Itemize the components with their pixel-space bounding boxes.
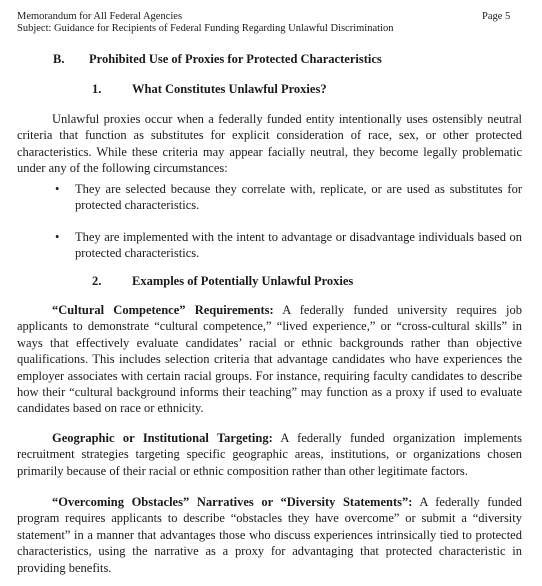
example-paragraph (17, 494, 522, 576)
bullet-text: They are selected because they correlate with, replicate, or are used as substitutes for protected characteristics. (75, 182, 522, 213)
example-lead: “Overcoming Obstacles” Narratives or “Diversity Statements”: (52, 495, 413, 509)
example-body: A federally funded program requires applicants to describe “obstacles they have overcome” or submit a “diversity statement” in a manner that advantages those who discuss experiences intrinsically tied to protected characteristics, using the narrative as a proxy for advantaging that protected characteristic in providing benefits. (17, 495, 522, 575)
section-title: Prohibited Use of Proxies for Protected Characteristics (89, 52, 382, 66)
example-lead: Geographic or Institutional Targeting: (52, 431, 273, 445)
bullet-icon: • (55, 182, 60, 196)
example-lead: “Cultural Competence” Requirements: (52, 303, 274, 317)
subsection-1-title: What Constitutes Unlawful Proxies? (132, 82, 327, 96)
bullet-text: They are implemented with the intent to advantage or disadvantage individuals based on protected characteristics. (75, 230, 522, 261)
example-paragraph (17, 302, 522, 417)
example-paragraph (17, 430, 522, 479)
intro-paragraph: Unlawful proxies occur when a federally funded entity intentionally uses ostensibly neutral criteria that function as substitutes for explicit consideration of race, sex, or other protected characteristics. While these criteria may appear facially neutral, they become legally problematic under any of the following circumstances: (17, 112, 522, 176)
page-number: Page 5 (482, 11, 511, 22)
example-body: A federally funded organization implements recruitment strategies targeting specific geographic areas, institutions, or organizations chosen primarily because of their racial or ethnic composition rather than other legitimate factors. (17, 431, 522, 478)
subsection-2-title: Examples of Potentially Unlawful Proxies (132, 274, 354, 288)
section-letter: B. (53, 52, 65, 66)
example-body: A federally funded university requires job applicants to demonstrate “cultural competence,” “lived experience,” or “cross-cultural skills” in ways that effectively evaluate candidates’ racial or ethnic backgrounds rather than objective qualifications. This includes selection criteria that advantage candidates who have experiences the employer associates with certain racial groups. For instance, requiring faculty candidates to describe how their “cultural background informs their teaching” may function as a proxy if used to evaluate candidates based on race or ethnicity. (17, 303, 522, 416)
subsection-1-number: 1. (92, 82, 102, 96)
subject-line: Subject: Guidance for Recipients of Federal Funding Regarding Unlawful Discrimination (17, 23, 394, 34)
bullet-icon: • (55, 230, 60, 244)
memo-line: Memorandum for All Federal Agencies (17, 11, 183, 22)
subsection-2-number: 2. (92, 274, 102, 288)
